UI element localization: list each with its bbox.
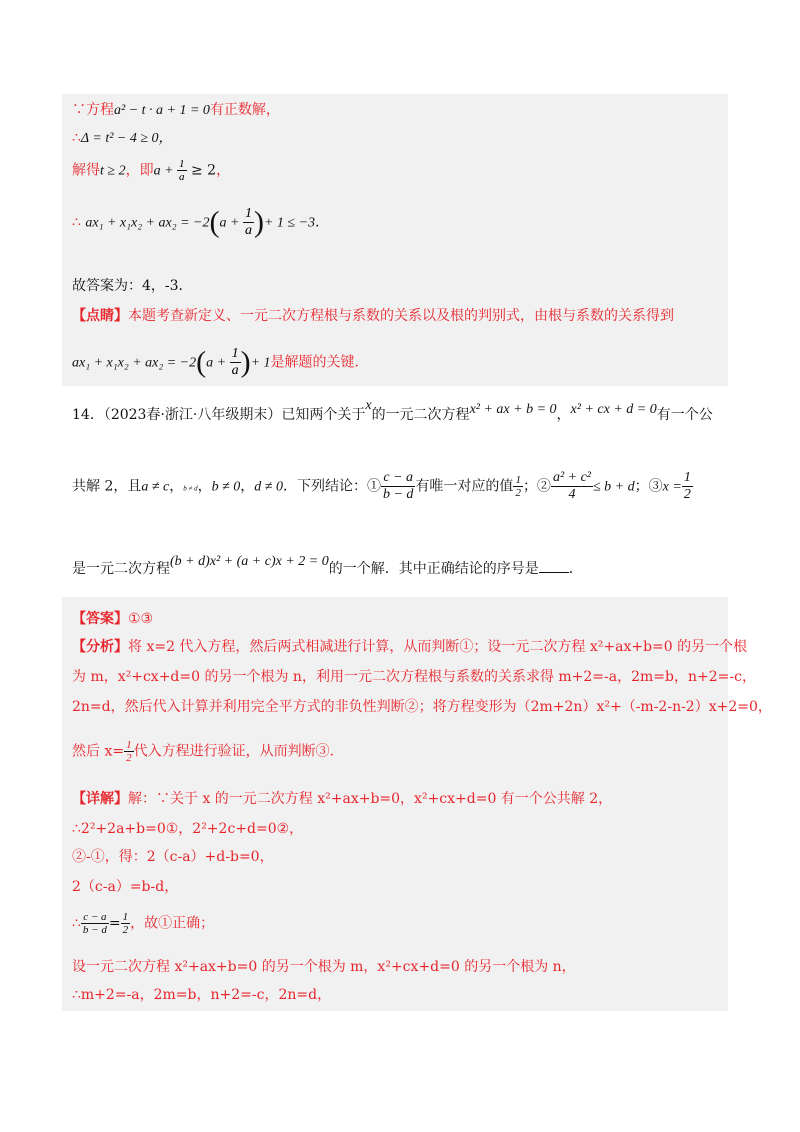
fraction-1-over-a: $\frac{1}{a}$ bbox=[244, 206, 252, 238]
question-line-1: 14．（2023春·浙江·八年级期末）已知两个关于x的一元二次方程x² + ax + b = 0，x² + cx + d = 0有一个公 bbox=[72, 398, 713, 423]
detail-line-7: ∴m+2=-a，2m=b，n+2=-c，2n=d， bbox=[72, 987, 332, 1003]
fraction-one-half: $\frac{1}{2}$ bbox=[683, 470, 691, 502]
detail-line-2: ∴2²+2a+b=0①，2²+2c+d=0②， bbox=[72, 821, 304, 837]
line-discriminant: ∴Δ = t² − 4 ≥ 0， bbox=[72, 130, 173, 146]
fraction-1-over-a: $\frac{1}{a}$ bbox=[179, 158, 185, 183]
analysis-line-4: 然后 x= $\frac{1}{2}$ 代入方程进行验证，从而判断③． bbox=[72, 739, 344, 764]
key-point-line: 【点睛】本题考查新定义、一元二次方程根与系数的关系以及根的判别式，由根与系数的关系得到 bbox=[72, 308, 674, 324]
key-point-formula: ax₁ + x₁x₂ + ax₂ = −2(a + $\frac{1}{a}$ )+ 1是解题的关键． bbox=[72, 345, 369, 379]
answer-line: 故答案为：4，-3． bbox=[72, 278, 193, 294]
detail-line-6: 设一元二次方程 x²+ax+b=0 的另一个根为 m，x²+cx+d=0 的另一个根为 n， bbox=[72, 959, 576, 975]
fraction-c-minus-a-over-b-minus-d: $\frac{c - a}{b - d}$ bbox=[82, 911, 107, 936]
detail-line-4: 2（c-a）=b-d， bbox=[72, 879, 179, 895]
fraction-one-half: $\frac{1}{2}$ bbox=[126, 739, 132, 764]
line-positive-root: ∵方程a² − t · a + 1 = 0有正数解， bbox=[72, 102, 280, 118]
fraction-c-minus-a-over-b-minus-d: $\frac{c - a}{b - d}$ bbox=[382, 470, 414, 502]
detail-line-5: ∴ $\frac{c - a}{b - d}$ = $\frac{1}{2}$ ，故①正确； bbox=[72, 911, 215, 936]
line-solve-t: 解得t ≥ 2，即a + $\frac{1}{a}$ ≥ 2， bbox=[72, 158, 231, 183]
answer-blank bbox=[539, 558, 569, 573]
analysis-line-2: 为 m，x²+cx+d=0 的另一个根为 n，利用一元二次方程根与系数的关系求得 m+2=-a，2m=b，n+2=-c， bbox=[72, 669, 756, 685]
solution-block-2 bbox=[62, 597, 772, 1011]
line-expression-bound: ∴ ax₁ + x₁x₂ + ax₂ = −2(a + $\frac{1}{a}$ )+ 1 ≤ −3. bbox=[72, 205, 320, 239]
fraction-one-half: $\frac{1}{2}$ bbox=[515, 474, 521, 499]
answer-line: 【答案】①③ bbox=[72, 611, 154, 627]
question-line-3: 是一元二次方程(b + d)x² + (a + c)x + 2 = 0的一个解．其中正确结论的序号是 ． bbox=[72, 554, 583, 577]
detail-line-3: ②-①，得：2（c-a）+d-b=0， bbox=[72, 849, 274, 865]
solution-block-1 bbox=[62, 94, 728, 386]
fraction-1-over-a: $\frac{1}{a}$ bbox=[231, 346, 239, 378]
fraction-one-half: $\frac{1}{2}$ bbox=[122, 911, 129, 936]
analysis-line-1: 【分析】将 x=2 代入方程，然后两式相减进行计算，从而判断①；设一元二次方程 x²+ax+b=0 的另一个根 bbox=[72, 639, 748, 655]
analysis-line-3: 2n=d，然后代入计算并利用完全平方式的非负性判断②；将方程变形为（2m+2n）x²+（-m-2-n-2）x+2=0， bbox=[72, 699, 772, 715]
question-line-2: 共解 2，且a ≠ c，b ≠ d，b ≠ 0，d ≠ 0．下列结论：① $\frac{c - a}{b - d}$ 有唯一对应的值 $\frac{1}{2}$ ；② $\frac{\text{a² + c²}}{4}$ ≤ b + d；③x = $\frac{1}{2}$ bbox=[72, 470, 691, 502]
detail-line-1: 【详解】解：∵关于 x 的一元二次方程 x²+ax+b=0，x²+cx+d=0 有一个公共解 2， bbox=[72, 791, 613, 807]
fraction-a2-plus-c2-over-4: $\frac{\text{a² + c²}}{4}$ bbox=[552, 470, 591, 502]
